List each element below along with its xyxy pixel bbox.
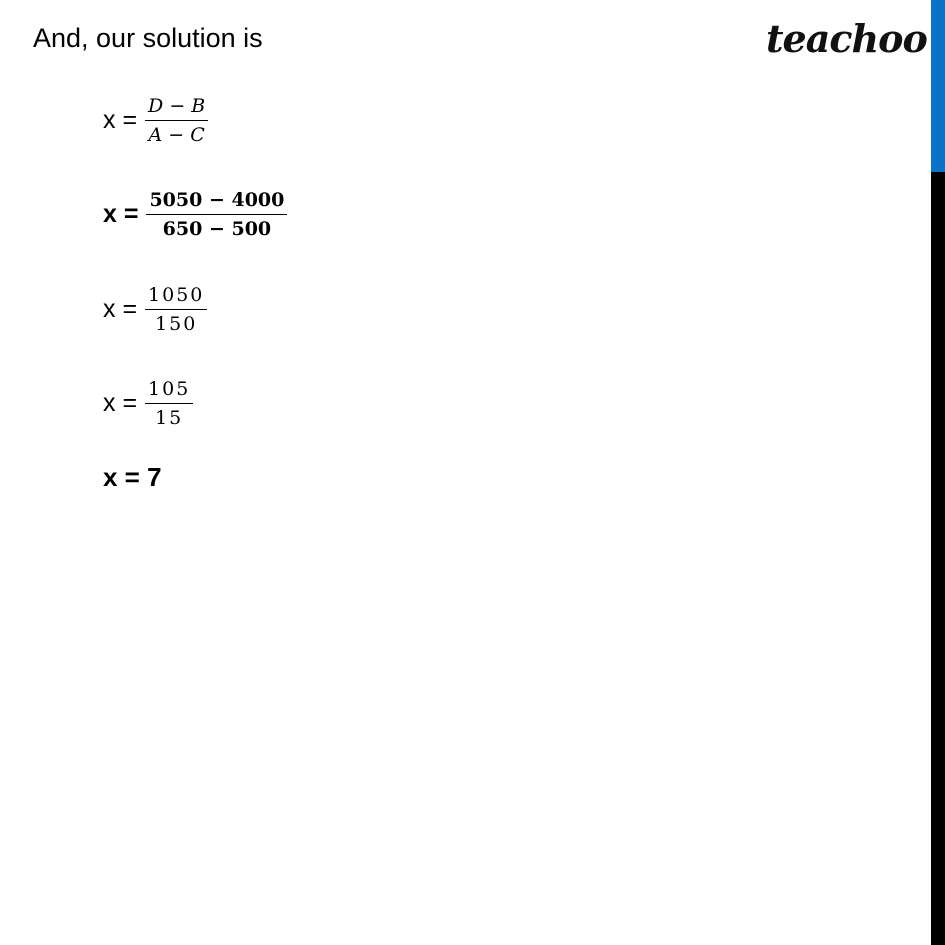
equation-lhs: x =	[103, 389, 138, 417]
equation-step-2	[103, 188, 287, 241]
equation-step-4	[103, 377, 193, 430]
fraction-denominator: A − C	[148, 124, 205, 146]
fraction	[146, 188, 287, 241]
equation-lhs: x =	[103, 106, 138, 134]
equation-step-3	[103, 283, 207, 336]
fraction-denominator: 15	[155, 407, 184, 429]
fraction-denominator: 650 − 500	[162, 218, 272, 240]
fraction-numerator: 1050	[145, 283, 207, 310]
fraction	[145, 94, 208, 147]
fraction-numerator: D − B	[145, 94, 208, 121]
intro-text: And, our solution is	[33, 23, 263, 53]
fraction-numerator: 105	[145, 377, 193, 404]
equation-lhs: x =	[103, 295, 138, 323]
teachoo-logo: teachoo	[766, 16, 927, 61]
equation-step-1	[103, 94, 208, 147]
fraction-denominator: 150	[155, 313, 198, 335]
right-sidebar-bar	[931, 0, 945, 945]
final-answer: x = 7	[103, 462, 162, 492]
sidebar-accent	[931, 0, 945, 172]
fraction	[145, 377, 193, 430]
equation-lhs: x =	[103, 200, 139, 228]
fraction	[145, 283, 207, 336]
fraction-numerator: 5050 − 4000	[146, 188, 287, 215]
